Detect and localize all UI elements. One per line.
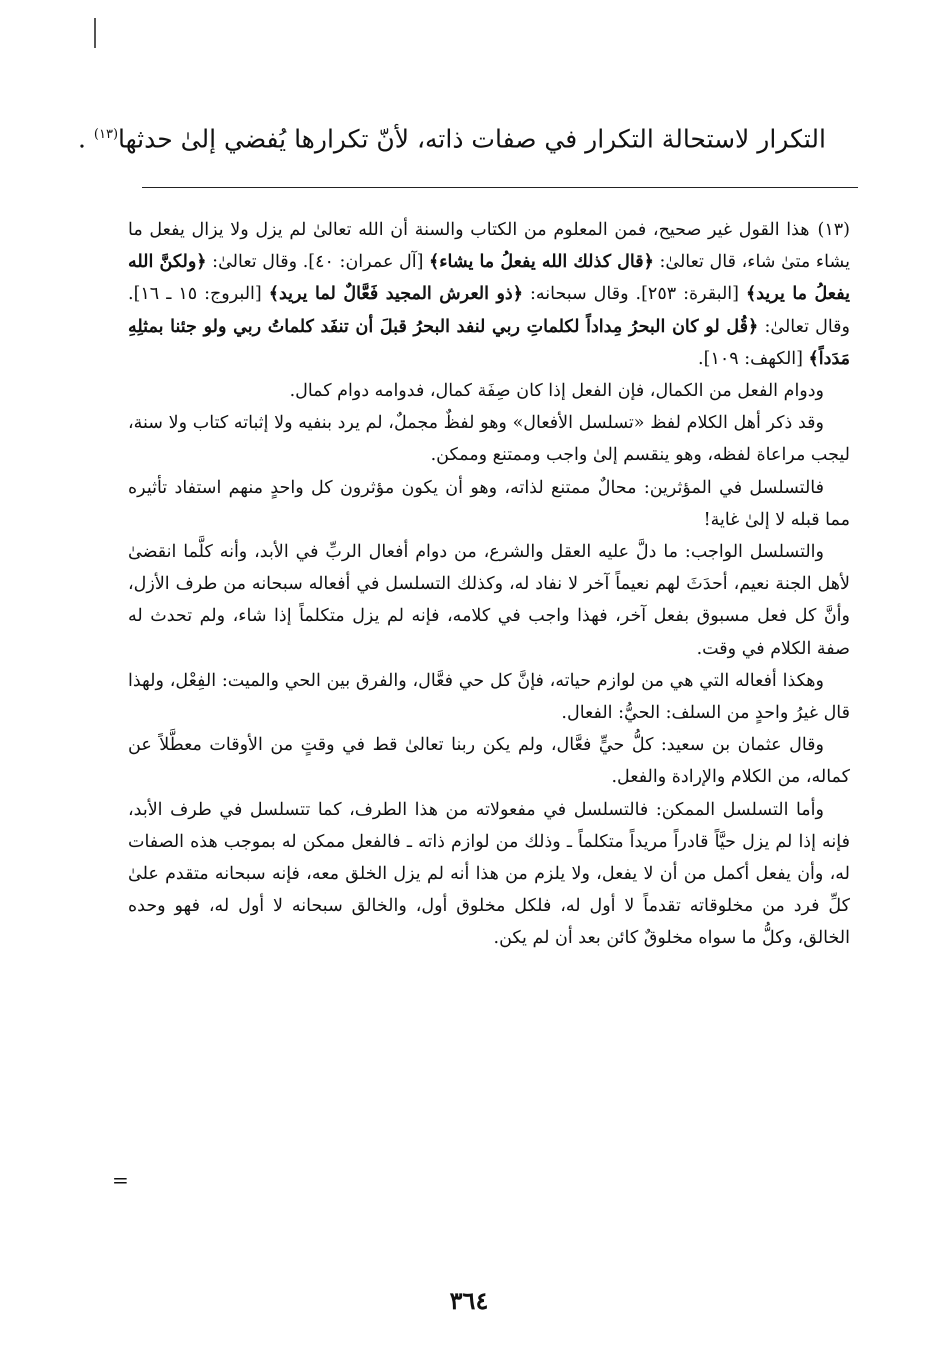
continuation-mark: =	[112, 1168, 129, 1192]
footnote-paragraph	[128, 729, 850, 793]
quran-verse: ﴿ولكنَّ الله يفعلُ ما يريد﴾	[128, 252, 850, 305]
footnote-text: ودوام الفعل من الكمال، فإن الفعل إذا كان صِفَة كمال، فدوامه دوام كمال.	[289, 381, 824, 402]
quran-verse: ﴿قال كذلك الله يفعلُ ما يشاء﴾	[429, 252, 654, 273]
footnote-text: هذا القول غير صحيح، فمن المعلوم من الكتاب والسنة أن الله تعالىٰ لم يزل ولا يزال يفعل ما يشاء متىٰ شاء، قال تعالىٰ:	[128, 220, 850, 273]
footnote-paragraph	[128, 375, 850, 407]
footnote-paragraph	[128, 407, 850, 471]
footnote-text: [الكهف: ١٠٩].	[698, 348, 809, 369]
main-text-line	[78, 112, 826, 162]
main-text-end: .	[78, 124, 94, 154]
quran-verse: ﴿قُل لو كان البحرُ مِداداً لكلماتِ ربي لنفد البحرُ قبلَ أن تنفَد كلماتُ ربي ولو جئنا بمثلِهِ مَدَداً﴾	[128, 316, 850, 369]
footnote-text: [البقرة: ٢٥٣]. وقال سبحانه:	[522, 284, 746, 305]
footnote-text: وهكذا أفعاله التي هي من لوازم حياته، فإنَّ كل حي فعَّال، والفرق بين الحي والميت: الفِعْل، ولهذا قال غيرُ واحدٍ من السلف: الحيُّ: الفعال.	[128, 670, 850, 724]
footnote-separator	[142, 187, 858, 188]
binding-mark	[94, 18, 96, 48]
footnote-reference-13[interactable]: (١٣)	[93, 127, 119, 142]
footnote-paragraph	[128, 472, 850, 536]
footnote-section	[128, 214, 850, 955]
footnote-text: وقال عثمان بن سعيد: كلُّ حيٍّ فعَّال، ولم يكن ربنا تعالىٰ قط في وقتٍ من الأوقات معطَّلاً عن كماله، من الكلام والإرادة والفعل.	[128, 735, 850, 788]
page-number: ٣٦٤	[449, 1286, 489, 1315]
footnote-paragraph	[128, 536, 850, 665]
footnote-paragraph	[128, 665, 850, 729]
footnote-text: [البروج: ١٥ ـ ١٦]. وقال تعالىٰ:	[128, 284, 850, 337]
footnote-paragraph	[128, 214, 850, 375]
footnote-text: والتسلسل الواجب: ما دلَّ عليه العقل والشرع، من دوام أفعال الربِّ في الأبد، وأنه كلَّما انقضىٰ لأهل الجنة نعيم، أحدَثَ لهم نعيماً آخر لا نفاد له، وكذلك التسلسل في أفعاله سبحانه من طرف الأزل، وأنَّ كل فعل مسبوق بفعل آخر، فهذا واجب في كلامه، فإنه لم يزل متكلماً إذا شاء، ولم تحدث له صفة الكلام في وقت.	[128, 542, 850, 659]
footnote-text: [آل عمران: ٤٠]. وقال تعالىٰ:	[206, 252, 430, 273]
footnote-text: وأما التسلسل الممكن: فالتسلسل في مفعولاته من هذا الطرف، كما تتسلسل في طرف الأبد، فإنه إذا لم يزل حيَّاً قادراً مريداً متكلماً ـ وذلك من لوازم ذاته ـ فالفعل ممكن له بموجب هذه الصفات له، وأن يفعل أكمل من أن لا يفعل، ولا يلزم من هذا أنه لم يزل الخلق معه، فإنه سبحانه متقدم علىٰ كلِّ فرد من مخلوقاته تقدماً لا أول له، فلكل مخلوق أول، والخالق سبحانه لا أول له، فهو وحده الخالق، وكلُّ ما سواه مخلوقٌ كائن بعد أن لم يكن.	[128, 799, 850, 949]
main-text-body: التكرار لاستحالة التكرار في صفات ذاته، لأنّ تكرارها يُفضي إلىٰ حدثها	[118, 124, 826, 154]
footnote-paragraph	[128, 794, 850, 955]
footnote-text: فالتسلسل في المؤثرين: محالٌ ممتنع لذاته، وهو أن يكون مؤثرون كل واحدٍ منهم استفاد تأثيره مما قبله لا إلىٰ غاية!	[128, 477, 850, 530]
footnote-number: (١٣)	[817, 220, 850, 240]
footnote-text: وقد ذكر أهل الكلام لفظ «تسلسل الأفعال» وهو لفظٌ مجملٌ، لم يرد بنفيه ولا إثباته كتاب ولا سنة، ليجب مراعاة لفظه، وهو ينقسم إلىٰ واجب وممتنع وممكن.	[128, 413, 850, 466]
quran-verse: ﴿ذو العرش المجيد فَعَّالٌ لما يريد﴾	[268, 284, 523, 305]
